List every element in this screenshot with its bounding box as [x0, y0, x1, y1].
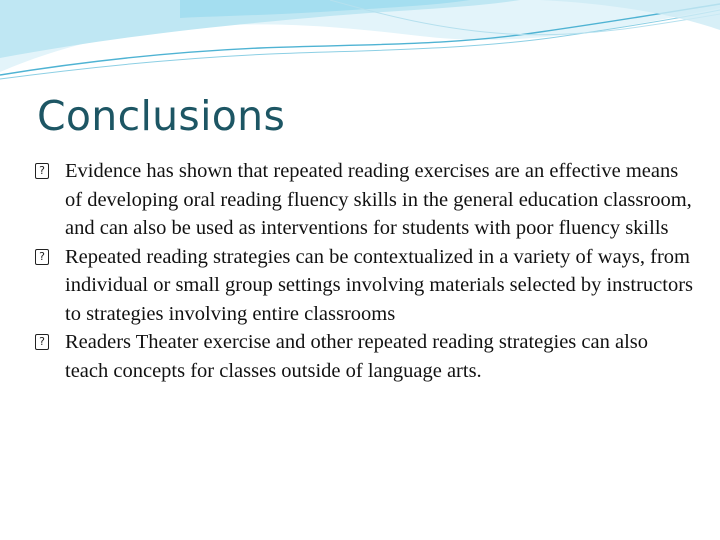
header-wave-decoration — [0, 0, 720, 90]
bullet-item — [33, 243, 693, 329]
bullet-text: Repeated reading strategies can be contextualized in a variety of ways, from individual or small group settings involving materials selected by instructors to strategies involving entire classrooms — [65, 245, 693, 325]
slide-title: Conclusions — [37, 92, 286, 140]
bullet-text: Readers Theater exercise and other repeated reading strategies can also teach concepts for classes outside of language arts. — [65, 331, 649, 382]
missing-glyph-bullet-icon: ? — [35, 334, 49, 350]
bullet-item — [33, 157, 693, 243]
bullet-text: Evidence has shown that repeated reading exercises are an effective means of developing oral reading fluency skills in the general education classroom, and can also be used as interventions for students with poor fluency skills — [65, 160, 692, 239]
missing-glyph-bullet-icon: ? — [35, 163, 49, 179]
bullet-item — [33, 328, 693, 385]
missing-glyph-bullet-icon: ? — [35, 249, 49, 265]
bullet-list — [33, 157, 693, 385]
